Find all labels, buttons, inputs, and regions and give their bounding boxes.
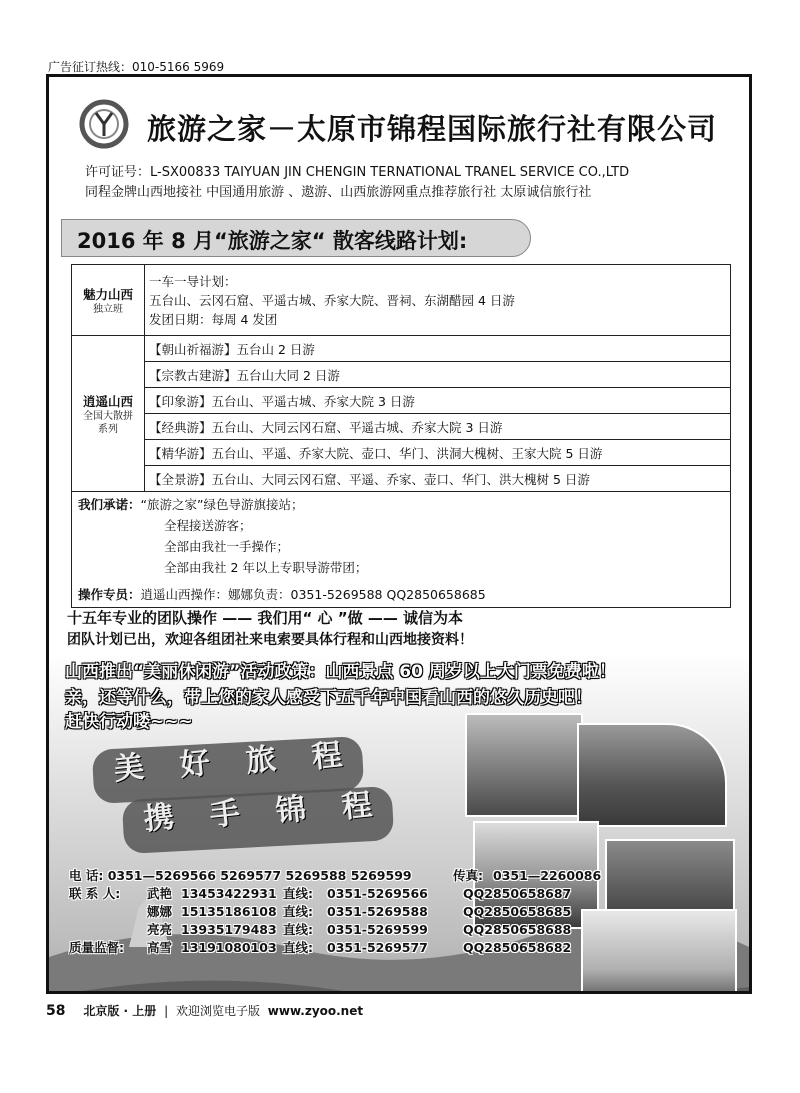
contact-mobile: 13191080103 <box>181 940 277 955</box>
phone-numbers: 0351—5269566 5269577 5269588 5269599 <box>107 868 412 883</box>
page-number: 58 <box>46 1003 66 1019</box>
company-logo-icon <box>79 99 129 149</box>
calligraphy-char: 好 <box>178 745 212 784</box>
roam-shanxi-sub: 系列 <box>98 423 118 435</box>
roam-shanxi-name: 逍遥山西 <box>82 393 133 409</box>
promise-line: 全程接送游客； <box>164 518 252 533</box>
footer-separator: | <box>164 1004 169 1018</box>
roam-shanxi-sub: 全国大散拼 <box>83 410 133 422</box>
phone-label: 电 话: <box>69 868 104 883</box>
page-footer <box>46 1002 363 1019</box>
contact-direct: 0351-5269588 <box>327 904 428 919</box>
route-item: 【经典游】五台山、大同云冈石窟、平遥古城、乔家大院 3 日游 <box>145 414 731 440</box>
direct-label: 直线: <box>283 886 313 901</box>
honors-line: 同程金牌山西地接社 中国通用旅游 、遨游、山西旅游网重点推荐旅行社 太原诚信旅行社 <box>85 185 592 200</box>
calligraphy-char: 手 <box>208 795 242 834</box>
charm-shanxi-sub: 独立班 <box>93 303 123 315</box>
contact-qq: QQ2850658687 <box>463 886 572 901</box>
operator-text: 逍遥山西操作：娜娜负责：0351-5269588 QQ2850658685 <box>140 587 486 602</box>
promise-section <box>72 492 731 608</box>
direct-label: 直线: <box>283 922 313 937</box>
license-number: 许可证号：L-SX00833 TAIYUAN JIN CHENGIN TERNATIONAL TRANEL SERVICE CO.,LTD <box>85 165 630 180</box>
promise-line: 全部由我社一手操作； <box>164 539 290 554</box>
slogan-line: 十五年专业的团队操作 —— 我们用“ 心 ”做 —— 诚信为本 <box>67 609 464 627</box>
contact-mobile: 13453422931 <box>181 886 277 901</box>
edition: 北京版 · 上册 <box>83 1004 157 1018</box>
contact-direct: 0351-5269577 <box>327 940 428 955</box>
calligraphy-char: 锦 <box>274 791 308 830</box>
contact-name: 高雪 <box>147 940 173 955</box>
contact-person-label: 联 系 人: <box>69 886 121 901</box>
direct-label: 直线: <box>283 904 313 919</box>
route-item: 【印象游】五台山、平遥古城、乔家大院 3 日游 <box>145 388 731 414</box>
fax-number: 0351—2260086 <box>493 868 602 883</box>
contact-direct: 0351-5269566 <box>327 886 428 901</box>
contact-name: 武艳 <box>147 886 173 901</box>
ad-frame <box>46 74 752 994</box>
route-item: 【朝山祈福游】五台山 2 日游 <box>145 336 731 362</box>
charm-shanxi-cell <box>72 265 145 336</box>
contact-qq: QQ2850658685 <box>463 904 572 919</box>
route-item: 【精华游】五台山、平遥、乔家大院、壶口、华门、洪洞大槐树、王家大院 5 日游 <box>145 440 731 466</box>
contact-name: 亮亮 <box>147 922 173 937</box>
contact-mobile: 15135186108 <box>181 904 277 919</box>
charm-shanxi-detail <box>145 265 731 336</box>
footer-welcome: 欢迎浏览电子版 <box>175 1004 260 1018</box>
fax-label: 传真: <box>453 868 483 883</box>
promo-line: 山西推出“美丽休闲游”活动政策：山西景点 60 周岁以上大门票免费啦！ <box>65 662 616 682</box>
contact-mobile: 13935179483 <box>181 922 277 937</box>
contact-name: 娜娜 <box>147 904 173 919</box>
calligraphy-char: 程 <box>340 787 374 826</box>
charm-shanxi-name: 魅力山西 <box>82 286 133 302</box>
contact-qq: QQ2850658688 <box>463 922 572 937</box>
slogan-line: 团队计划已出，欢迎各组团社来电索要具体行程和山西地接资料！ <box>67 632 473 648</box>
contact-qq: QQ2850658682 <box>463 940 572 955</box>
contact-block <box>69 867 602 957</box>
promise-line: 全部由我社 2 年以上专职导游带团； <box>164 560 368 575</box>
plan-title: 2016 年 8 月“旅游之家“ 散客线路计划: <box>77 229 468 253</box>
promo-line: 赶快行动喽~~~ <box>65 712 193 732</box>
charm-line: 发团日期：每周 4 发团 <box>149 311 278 327</box>
charm-line: 一车一导计划： <box>149 273 237 289</box>
calligraphy-char: 程 <box>310 737 344 776</box>
roam-shanxi-cell <box>72 336 145 492</box>
calligraphy-char: 美 <box>112 749 146 788</box>
promise-label: 我们承诺： <box>78 497 141 512</box>
photo-datong-stone <box>465 713 583 817</box>
photo-yungang-grottoes <box>577 723 727 827</box>
contact-direct: 0351-5269599 <box>327 922 428 937</box>
route-item: 【宗教古建游】五台山大同 2 日游 <box>145 362 731 388</box>
footer-site: www.zyoo.net <box>267 1004 364 1018</box>
operator-label: 操作专员： <box>78 587 141 602</box>
charm-line: 五台山、云冈石窟、平遥古城、乔家大院、晋祠、东湖醋园 4 日游 <box>149 292 515 308</box>
promo-line: 亲，还等什么，带上您的家人感受下五千年中国看山西的悠久历史吧！ <box>65 688 592 708</box>
calligraphy-char: 携 <box>142 799 176 838</box>
company-name: 旅游之家－太原市锦程国际旅行社有限公司 <box>147 112 718 146</box>
photo-city-wall <box>581 909 737 994</box>
calligraphy-char: 旅 <box>244 741 278 780</box>
promise-line: “旅游之家”绿色导游旗接站； <box>140 497 304 512</box>
route-item: 【全景游】五台山、大同云冈石窟、平遥、乔家、壶口、华门、洪大槐树 5 日游 <box>145 466 731 492</box>
direct-label: 直线: <box>283 940 313 955</box>
ad-hotline: 广告征订热线：010-5166 5969 <box>48 60 225 74</box>
quality-label: 质量监督: <box>69 940 124 955</box>
route-table <box>71 264 731 608</box>
